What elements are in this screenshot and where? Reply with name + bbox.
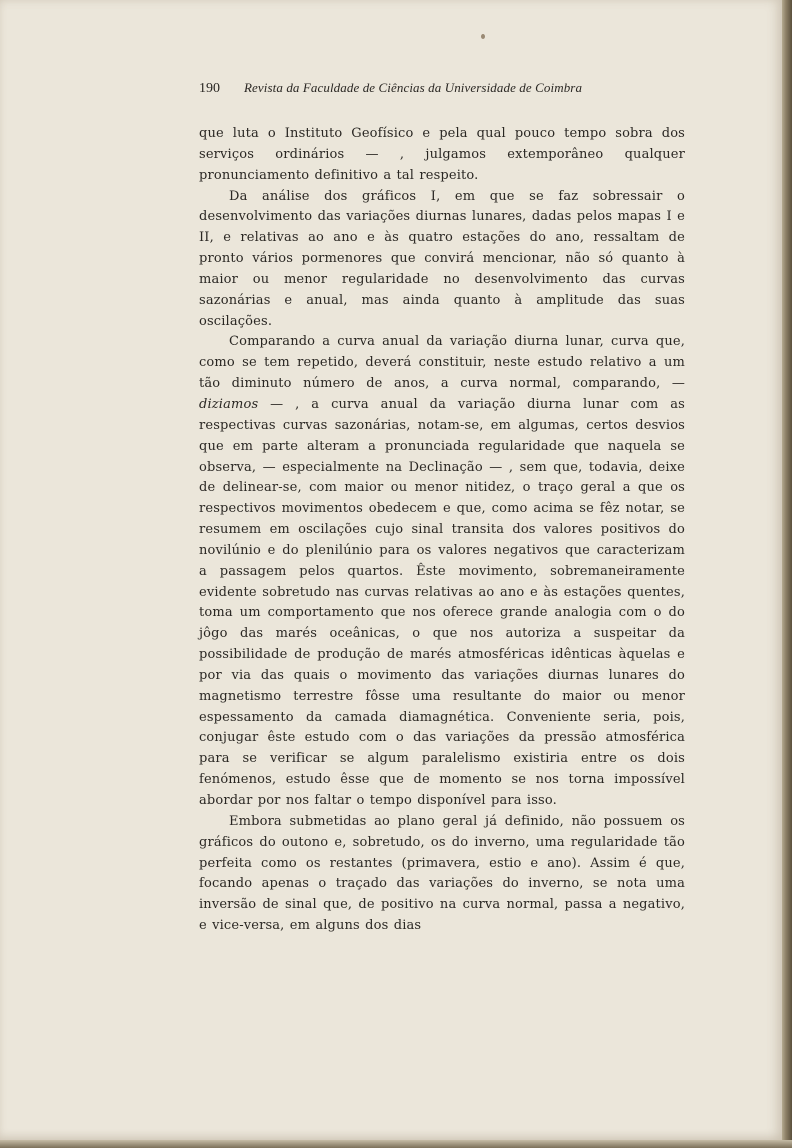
page-header [199, 80, 641, 102]
paragraph-3 [199, 332, 685, 811]
paragraph-1: que luta o Instituto Geofísico e pela qual pouco tempo sobra dos serviços ordinários — , julgamos extemporâneo qualquer pronunciamento definitivo a tal respeito. [199, 126, 685, 183]
page-bottom-edge [0, 1140, 792, 1148]
paragraph-4: Embora submetidas ao plano geral já definido, não possuem os gráficos do outono e, sobretudo, os do inverno, uma regularidade tão perfeita como os restantes (primavera, estio e ano). Assim é que, focando apenas o traçado das variações do inverno, se nota uma inversão de sinal que, de positivo na curva normal, passa a negativo, e vice-versa, em alguns dos dias [199, 813, 685, 934]
running-title: Revista da Faculdade de Ciências da Universidade de Coimbra [244, 80, 583, 95]
ink-spot [481, 34, 485, 39]
emphasized-word: diziamos [199, 396, 259, 412]
paragraph-2: Da análise dos gráficos I, em que se faz sobressair o desenvolvimento das variações diurnas lunares, dadas pelos mapas I e II, e relativas ao ano e às quatro estações do ano, ressaltam de pronto vários pormenores que convirá mencionar, não só quanto à maior ou menor regularidade no desenvolvimento das curvas sazonárias e anual, mas ainda quanto à amplitude das suas oscilações. [199, 188, 685, 329]
paragraph-3-text-before: Comparando a curva anual da variação diurna lunar, curva que, como se tem repetido, deverá constituir, neste estudo relativo a um tão diminuto número de anos, a curva normal, comparando, — [199, 334, 685, 392]
book-binding-edge [782, 0, 792, 1148]
paragraph-3-text-after: — , a curva anual da variação diurna lunar com as respectivas curvas sazonárias, notam-se, em algumas, certos desvios que em parte alteram a pronunciada regularidade que naquela se observa, — especialmente na Declinação — , sem que, todavia, deixe de delinear-se, com maior ou menor nitidez, o traço geral a que os respectivos movimentos obedecem e que, como acima se fêz notar, se resumem em oscilações cujo sinal transita dos valores positivos do novilúnio e do plenilúnio para os valores negativos que caracterizam a passagem pelos quartos. Êste movimento, sobremaneiramente evidente sobretudo nas curvas relativas ao ano e às estações quentes, toma um comportamento que nos oferece grande analogia com o do jôgo das marés oceânicas, o que nos autoriza a suspeitar da possibilidade de produção de marés atmosféricas idênticas àquelas e por via das quais o movimento das variações diurnas lunares do magnetismo terrestre fôsse uma resultante do maior ou menor espessamento da camada diamagnética. Conveniente seria, pois, conjugar êste estudo com o das variações da pressão atmosférica para se verificar se algum paralelismo existiria entre os dois fenómenos, estudo êsse que de momento se nos torna impossível abordar por nos faltar o tempo disponível para isso. [199, 396, 685, 808]
page-number: 190 [199, 81, 220, 96]
body-text [199, 124, 685, 937]
